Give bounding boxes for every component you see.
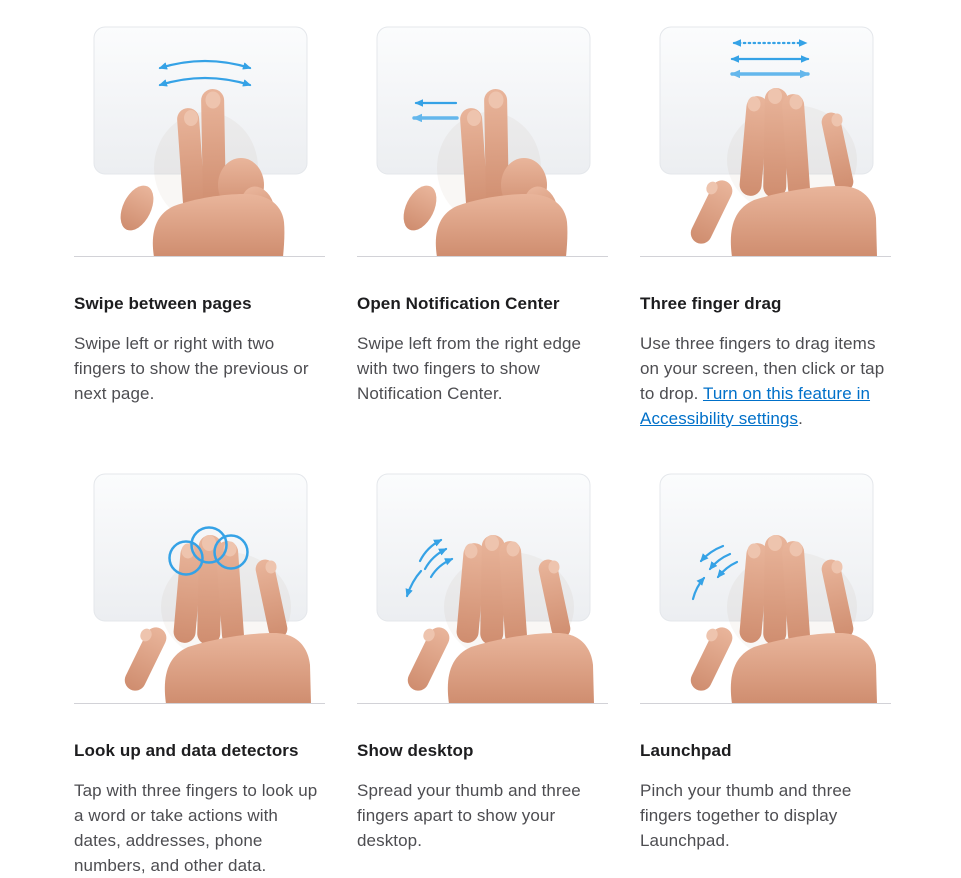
gesture-card-show-desktop bbox=[357, 457, 608, 878]
spread-thumb-and-three-fingers-illustration bbox=[357, 457, 608, 703]
pinch-thumb-and-three-fingers-illustration bbox=[640, 457, 891, 703]
accessibility-settings-link[interactable]: Turn on this feature in Accessibility settings bbox=[640, 384, 871, 428]
description-text: Pinch your thumb and three fingers together to display Launchpad. bbox=[640, 781, 852, 850]
gesture-illustration-figure bbox=[74, 457, 325, 704]
gesture-card-open-notification-center bbox=[357, 10, 608, 431]
two-finger-swipe-from-right-edge-illustration bbox=[357, 10, 608, 256]
gesture-description bbox=[74, 778, 325, 878]
two-finger-swipe-left-right-illustration bbox=[74, 10, 325, 256]
gesture-description bbox=[357, 778, 608, 853]
gesture-description bbox=[74, 331, 325, 406]
gesture-title: Open Notification Center bbox=[357, 294, 560, 313]
gesture-description bbox=[640, 778, 891, 853]
description-text: Spread your thumb and three fingers apart to show your desktop. bbox=[357, 781, 581, 850]
gesture-description bbox=[640, 331, 891, 431]
gesture-illustration-figure bbox=[357, 457, 608, 704]
gesture-illustration-figure bbox=[640, 10, 891, 257]
three-finger-drag-illustration bbox=[640, 10, 891, 256]
gesture-title: Show desktop bbox=[357, 741, 474, 760]
gesture-illustration-figure bbox=[74, 10, 325, 257]
gesture-illustration-figure bbox=[640, 457, 891, 704]
gesture-title: Three finger drag bbox=[640, 294, 782, 313]
gesture-card-swipe-between-pages bbox=[74, 10, 325, 431]
gesture-card-three-finger-drag bbox=[640, 10, 891, 431]
gesture-card-look-up-and-data-detectors bbox=[74, 457, 325, 878]
gesture-card-launchpad bbox=[640, 457, 891, 878]
description-text: Swipe left from the right edge with two fingers to show Notification Center. bbox=[357, 334, 582, 403]
description-text-after: . bbox=[798, 409, 803, 428]
description-text: Swipe left or right with two fingers to show the previous or next page. bbox=[74, 334, 309, 403]
gesture-title: Look up and data detectors bbox=[74, 741, 299, 760]
description-text: Tap with three fingers to look up a word or take actions with dates, addresses, phone numbers, and other data. bbox=[74, 781, 318, 875]
gesture-title: Swipe between pages bbox=[74, 294, 252, 313]
gesture-grid bbox=[74, 10, 891, 878]
three-finger-tap-illustration bbox=[74, 457, 325, 703]
description-text: Use three fingers to drag items on your screen, then click or tap to drop. bbox=[640, 334, 885, 403]
gesture-title: Launchpad bbox=[640, 741, 732, 760]
gesture-description bbox=[357, 331, 608, 406]
gesture-illustration-figure bbox=[357, 10, 608, 257]
